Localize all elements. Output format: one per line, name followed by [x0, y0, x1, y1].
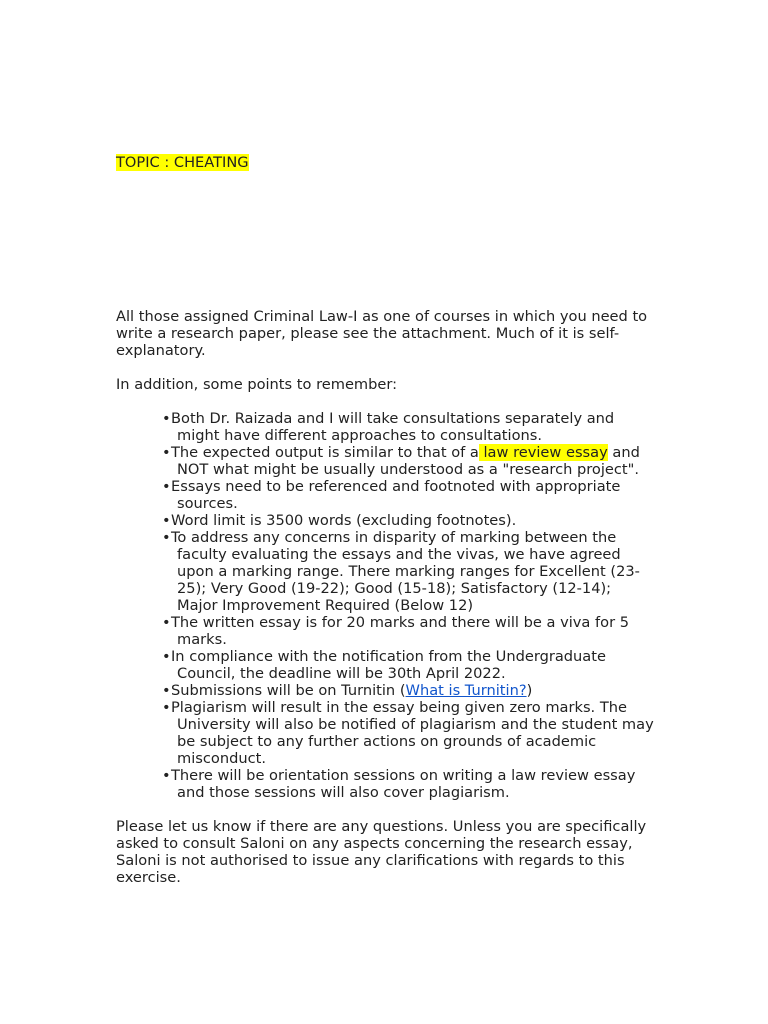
point-text: Submissions will be on Turnitin (: [171, 682, 406, 699]
list-item: [153, 444, 656, 478]
list-item: [153, 478, 656, 512]
list-item: [153, 410, 656, 444]
document-body: [116, 154, 656, 886]
intro-paragraph: All those assigned Criminal Law-I as one of courses in which you need to write a research paper, please see the attachment. Much of it is self-explanatory.: [116, 308, 648, 359]
closing-paragraph: Please let us know if there are any questions. Unless you are specifically asked to consult Saloni on any aspects concerning the research essay, Saloni is not authorised to issue any clarifications with regards to this exercise.: [116, 818, 647, 886]
point-text: The written essay is for 20 marks and there will be a viva for 5 marks.: [171, 614, 629, 648]
bullet-icon: •: [162, 699, 171, 716]
points-list: [116, 410, 656, 801]
point-text: To address any concerns in disparity of marking between the faculty evaluating the essays and the vivas, we have agreed upon a marking range. There marking ranges for Excellent (23-25); Very Good (19-22); Good (15-18); Satisfactory (12-14); Major Improvement Required (Below 12): [171, 529, 640, 614]
bullet-icon: •: [162, 444, 171, 461]
list-item: [153, 614, 656, 648]
point-text: There will be orientation sessions on writing a law review essay and those sessions will also cover plagiarism.: [171, 767, 636, 801]
point-text: Word limit is 3500 words (excluding footnotes).: [171, 512, 517, 529]
list-item: [153, 699, 656, 767]
list-item: [153, 512, 656, 529]
points-lead: In addition, some points to remember:: [116, 376, 398, 393]
list-item: [153, 767, 656, 801]
point-text: In compliance with the notification from the Undergraduate Council, the deadline will be 30th April 2022.: [171, 648, 606, 682]
list-item: [153, 529, 656, 614]
bullet-icon: •: [162, 614, 171, 631]
bullet-icon: •: [162, 478, 171, 495]
point-text: Both Dr. Raizada and I will take consultations separately and might have different approaches to consultations.: [171, 410, 615, 444]
turnitin-link[interactable]: What is Turnitin?: [405, 682, 527, 699]
bullet-icon: •: [162, 410, 171, 427]
point-text: The expected output is similar to that of a: [171, 444, 479, 461]
list-item: [153, 682, 656, 699]
point-text: and NOT what might be usually understood as a "research project".: [177, 444, 640, 478]
highlighted-phrase: law review essay: [478, 444, 608, 461]
bullet-icon: •: [162, 648, 171, 665]
bullet-icon: •: [162, 512, 171, 529]
list-item: [153, 648, 656, 682]
topic-heading: TOPIC : CHEATING: [116, 154, 249, 171]
bullet-icon: •: [162, 682, 171, 699]
point-text: Essays need to be referenced and footnoted with appropriate sources.: [171, 478, 621, 512]
point-text: Plagiarism will result in the essay being given zero marks. The University will also be notified of plagiarism and the student may be subject to any further actions on grounds of academic misconduct.: [171, 699, 654, 767]
bullet-icon: •: [162, 529, 171, 546]
topic-section: [116, 154, 656, 308]
point-text: ): [526, 682, 533, 699]
bullet-icon: •: [162, 767, 171, 784]
